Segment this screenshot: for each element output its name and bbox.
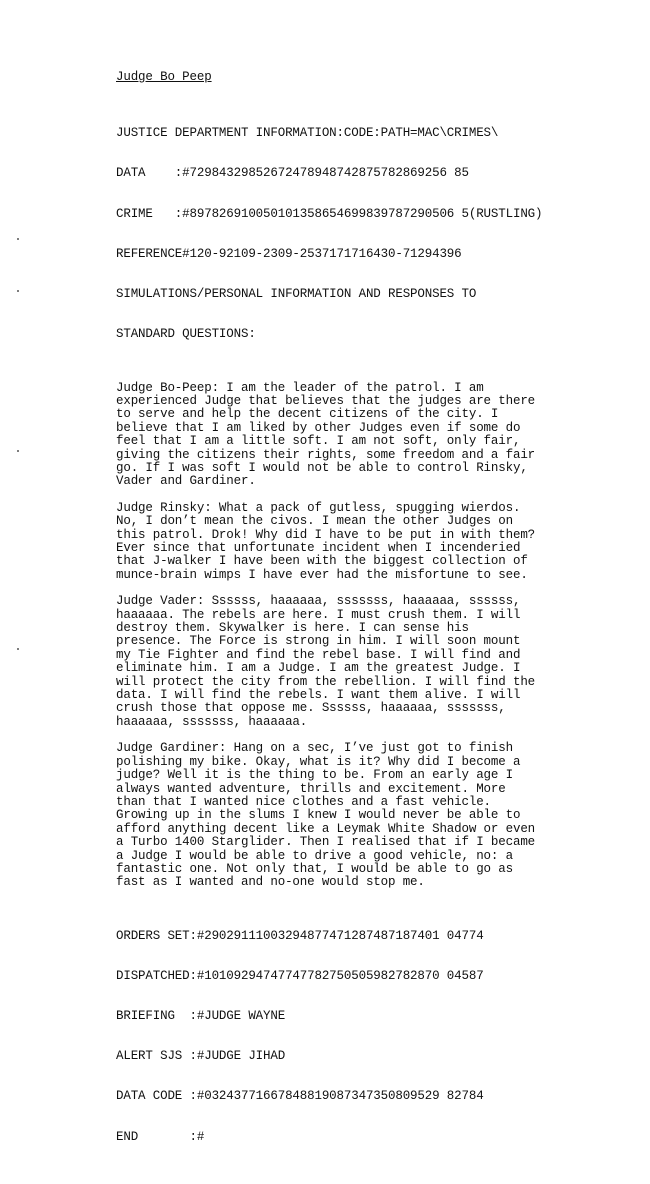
footer-line: ALERT SJS :#JUDGE JIHAD (116, 1049, 286, 1064)
footer-line: DATA CODE :#03243771667848819087347350809529 82784 (116, 1089, 484, 1104)
paragraph-line: experienced Judge that believes that the judges are there (116, 393, 536, 408)
paragraph-line: go. If I was soft I would not be able to control Rinsky, (116, 460, 528, 475)
footer-line: DISPATCHED:#10109294747747782750505982782870 04587 (116, 968, 484, 983)
paragraph-line: Judge Rinsky: What a pack of gutless, spugging wierdos. (116, 500, 521, 515)
paragraph-line: fantastic one. Not only that, I would be able to go as (116, 861, 513, 876)
paragraph-line: Vader and Gardiner. (116, 474, 256, 489)
paragraph-line: that J-walker I have been with the biggest collection of (116, 554, 528, 569)
footer-block (116, 903, 576, 1171)
paragraph-gardiner (116, 742, 576, 889)
paragraph-line: crush those that oppose me. Ssssss, haaaaaa, sssssss, (116, 701, 506, 716)
paragraph-line: Judge Gardiner: Hang on a sec, I’ve just got to finish (116, 741, 513, 756)
paragraph-line: believe that I am liked by other Judges even if some do (116, 420, 521, 435)
paragraph-line: eliminate him. I am a Judge. I am the greatest Judge. I (116, 661, 521, 676)
scan-speck (17, 450, 19, 452)
paragraph-line: presence. The Force is strong in him. I will soon mount (116, 634, 521, 649)
paragraph-line: haaaaaa, sssssss, haaaaaa. (116, 714, 308, 729)
footer-line: END :# (116, 1129, 205, 1144)
paragraph-line: data. I will find the rebels. I want them alive. I will (116, 688, 521, 703)
paragraph-line: Judge Vader: Ssssss, haaaaaa, sssssss, haaaaaa, ssssss, (116, 594, 521, 609)
paragraph-line: giving the citizens their rights, some freedom and a fair (116, 447, 536, 462)
paragraph-bo-peep (116, 382, 576, 489)
scan-speck (17, 290, 19, 292)
paragraph-line: No, I don’t mean the civos. I mean the other Judges on (116, 514, 513, 529)
scan-speck (17, 648, 19, 650)
paragraph-line: this patrol. Drok! Why did I have to be put in with them? (116, 527, 536, 542)
document-page (116, 71, 576, 1184)
header-line: CRIME :#897826910050101358654699839787290506 5(RUSTLING) (116, 206, 543, 221)
paragraph-line: Judge Bo-Peep: I am the leader of the patrol. I am (116, 380, 484, 395)
paragraph-line: judge? Well it is the thing to be. From an early age I (116, 768, 513, 783)
scan-speck (17, 238, 19, 240)
footer-line: BRIEFING :#JUDGE WAYNE (116, 1009, 286, 1023)
header-line: STANDARD QUESTIONS: (116, 327, 256, 342)
header-line: JUSTICE DEPARTMENT INFORMATION:CODE:PATH=MAC\CRIMES\ (116, 126, 499, 141)
paragraph-line: polishing my bike. Okay, what is it? Why did I become a (116, 754, 521, 769)
paragraph-line: to serve and help the decent citizens of the city. I (116, 407, 499, 422)
paragraph-line: fast as I wanted and no-one would stop me. (116, 875, 425, 890)
footer-line: ORDERS SET:#29029111003294877471287487187401 04774 (116, 928, 484, 943)
paragraph-line: Ever since that unfortunate incident when I incenderied (116, 541, 521, 555)
paragraph-rinsky (116, 502, 576, 582)
page-title: Judge Bo Peep (116, 70, 212, 84)
paragraph-line: munce-brain wimps I have ever had the misfortune to see. (116, 567, 528, 582)
paragraph-line: will protect the city from the rebellion. I will find the (116, 674, 536, 689)
paragraph-line: afford anything decent like a Leymak White Shadow or even (116, 821, 536, 836)
header-block (116, 100, 576, 368)
header-line: SIMULATIONS/PERSONAL INFORMATION AND RESPONSES TO (116, 287, 477, 302)
header-line: REFERENCE#120-92109-2309-2537171716430-71294396 (116, 246, 462, 261)
paragraph-line: destroy them. Skywalker is here. I can sense his (116, 621, 469, 636)
paragraph-line: than that I wanted nice clothes and a fast vehicle. (116, 794, 491, 809)
paragraph-line: a Judge I would be able to drive a good vehicle, no: a (116, 848, 513, 863)
paragraph-line: always wanted adventure, thrills and excitement. More (116, 781, 506, 796)
paragraph-line: a Turbo 1400 Starglider. Then I realised that if I became (116, 835, 536, 850)
paragraph-line: feel that I am a little soft. I am not soft, only fair, (116, 434, 521, 449)
paragraph-line: my Tie Fighter and find the rebel base. I will find and (116, 647, 521, 662)
header-line: DATA :#72984329852672478948742875782869256 85 (116, 166, 469, 181)
paragraph-line: Growing up in the slums I knew I would never be able to (116, 808, 521, 823)
paragraph-line: haaaaaa. The rebels are here. I must crush them. I will (116, 607, 521, 622)
paragraph-vader (116, 595, 576, 729)
